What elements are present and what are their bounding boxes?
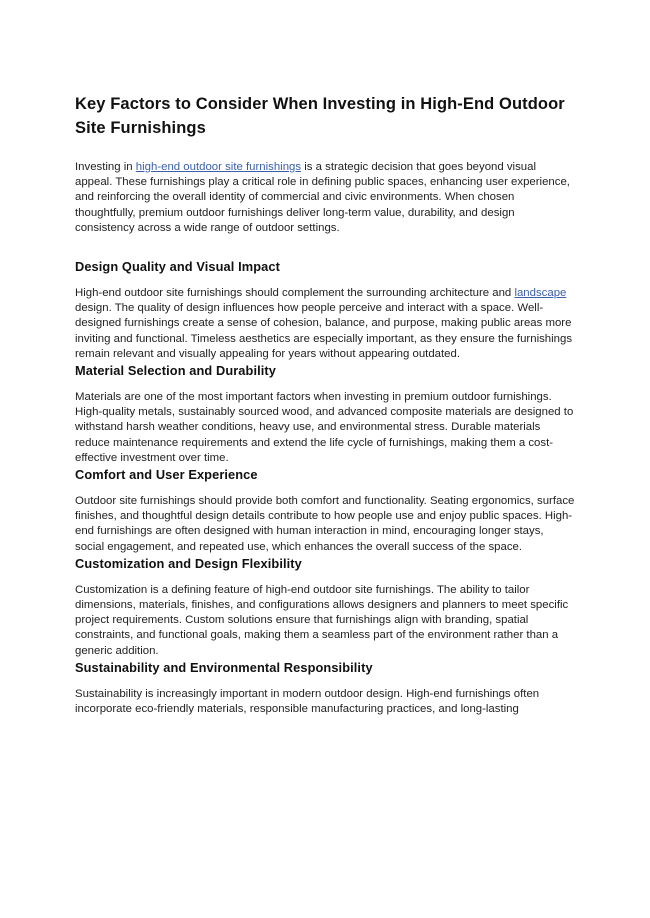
section-comfort-user-experience	[75, 466, 575, 555]
section-body-sustainability: Sustainability is increasingly important in modern outdoor design. High-end furnishings often incorporate eco-friendly materials, responsible manufacturing practices, and long-lasting	[75, 687, 540, 716]
section-design-quality	[75, 258, 575, 362]
design-text-before-link: High-end outdoor site furnishings should complement the surrounding architecture and	[75, 287, 515, 300]
section-heading-material-selection: Material Selection and Durability	[75, 363, 276, 379]
section-heading-design-quality: Design Quality and Visual Impact	[75, 259, 280, 275]
section-heading-sustainability: Sustainability and Environmental Responsibility	[75, 659, 373, 675]
section-body-material-selection: Materials are one of the most important factors when investing in premium outdoor furnishings. High-quality metals, sustainably sourced wood, and advanced composite materials are designed to withstand harsh weather conditions, heavy use, and environmental stress. Durable materials reduce maintenance requirements and extend the life cycle of furnishings, making them a cost-effective investment over time.	[75, 391, 574, 464]
section-material-selection	[75, 362, 575, 466]
intro-text-before-link: Investing in	[75, 161, 136, 173]
intro-text-after-link: is a strategic decision that goes beyond visual appeal. These furnishings play a critical role in defining public spaces, enhancing user experience, and reinforcing the overall identity of commercial and civic environments. When chosen thoughtfully, premium outdoor furnishings deliver long-term value, durability, and design consistency across a wide range of outdoor settings.	[75, 161, 570, 234]
section-body-comfort-user-experience: Outdoor site furnishings should provide both comfort and functionality. Seating ergonomics, surface finishes, and thoughtful design details contribute to how people use and enjoy public spaces. High-end furnishings are often designed with human interaction in mind, encouraging longer stays, social engagement, and repeated use, which enhances the overall success of the space.	[75, 495, 575, 553]
section-sustainability	[75, 659, 575, 717]
link-high-end-outdoor-site-furnishings[interactable]: high-end outdoor site furnishings	[135, 161, 302, 173]
design-text-after-link: design. The quality of design influences how people perceive and interact with a space. Well-designed furnishings create a sense of cohesion, balance, and purpose, making public areas more inviting and functional. Timeless aesthetics are especially important, as they ensure the furnishings remain relevant and visually appealing for years without appearing outdated.	[75, 302, 573, 360]
section-heading-customization: Customization and Design Flexibility	[75, 555, 302, 571]
page-title: Key Factors to Consider When Investing in High-End Outdoor Site Furnishings	[75, 95, 565, 137]
section-body-design-quality	[75, 286, 575, 362]
link-landscape[interactable]: landscape	[514, 287, 567, 300]
section-body-customization: Customization is a defining feature of high-end outdoor site furnishings. The ability to tailor dimensions, materials, finishes, and configurations allows designers and planners to meet specific project requirements. Custom solutions ensure that furnishings align with branding, spatial constraints, and functional goals, making them a seamless part of the environment rather than a generic addition.	[75, 583, 569, 657]
section-customization	[75, 555, 575, 659]
intro-paragraph	[75, 160, 575, 236]
section-heading-comfort-user-experience: Comfort and User Experience	[75, 467, 258, 483]
